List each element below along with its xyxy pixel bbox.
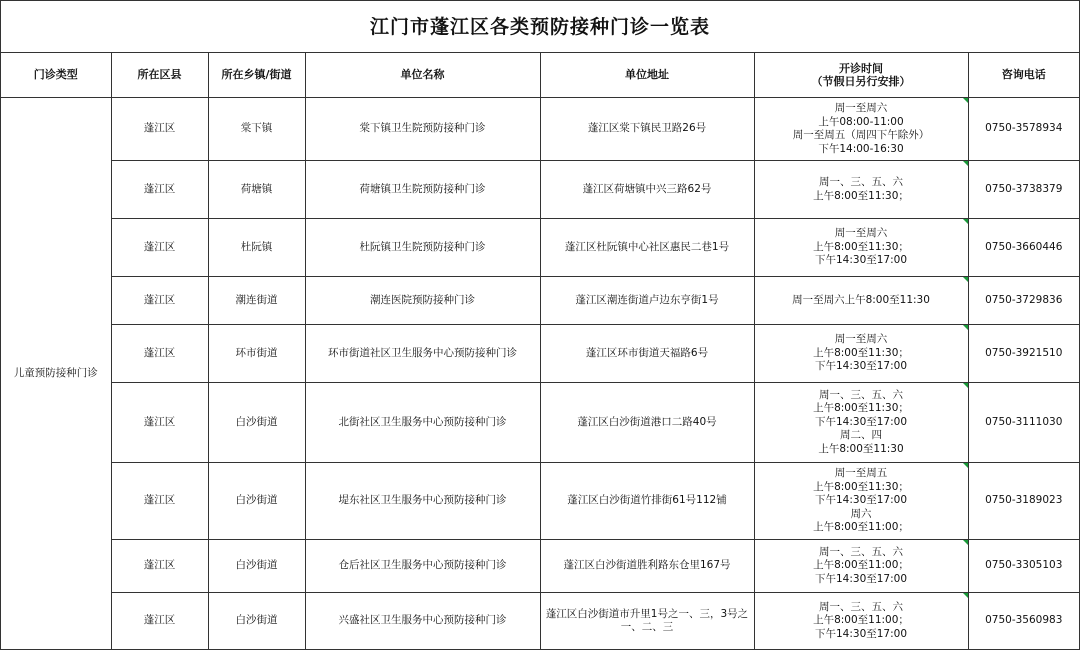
hours-line: 下午14:00-16:30: [818, 142, 904, 155]
town-cell: 潮连街道: [208, 277, 305, 325]
table-row: [1, 540, 1079, 593]
hours-cell: [754, 161, 968, 219]
hours-line: 下午14:30至17:00: [814, 254, 908, 267]
town-cell: 环市街道: [208, 325, 305, 383]
unit-name-cell: 潮连医院预防接种门诊: [305, 277, 540, 325]
hours-line: 下午14:30至17:00: [814, 572, 908, 585]
hours-cell: [754, 98, 968, 161]
unit-address-cell: 蓬江区荷塘镇中兴三路62号: [540, 161, 754, 219]
town-cell: 白沙街道: [208, 593, 305, 650]
hours-line: 上午8:00至11:30: [818, 442, 904, 455]
hours-line: 周一、三、五、六: [819, 388, 903, 401]
sheet-title: 江门市蓬江区各类预防接种门诊一览表: [1, 1, 1079, 53]
unit-name-cell: 荷塘镇卫生院预防接种门诊: [305, 161, 540, 219]
hours-cell: [754, 277, 968, 325]
clinic-table: [1, 53, 1079, 650]
hours-line: 上午8:00至11:30；: [813, 346, 909, 359]
table-row: [1, 161, 1079, 219]
hours-line: 周一、三、五、六: [819, 600, 903, 613]
district-cell: 蓬江区: [111, 277, 208, 325]
district-cell: 蓬江区: [111, 593, 208, 650]
unit-address-cell: 蓬江区白沙街道竹排街61号112铺: [540, 463, 754, 540]
header-hours-note: （节假日另行安排）: [811, 75, 911, 88]
district-cell: 蓬江区: [111, 161, 208, 219]
hours-line: 下午14:30至17:00: [814, 415, 908, 428]
town-cell: 荷塘镇: [208, 161, 305, 219]
hours-line: 上午8:00至11:00；: [813, 614, 909, 627]
district-cell: 蓬江区: [111, 383, 208, 463]
unit-name-cell: 堤东社区卫生服务中心预防接种门诊: [305, 463, 540, 540]
phone-cell: 0750-3729836: [968, 277, 1079, 325]
unit-address-cell: 蓬江区棠下镇民卫路26号: [540, 98, 754, 161]
phone-cell: 0750-3305103: [968, 540, 1079, 593]
hours-line: 上午8:00至11:30；: [813, 480, 909, 493]
hours-line: 上午08:00-11:00: [818, 115, 904, 128]
phone-cell: 0750-3660446: [968, 219, 1079, 277]
hours-line: 周一至周六: [834, 227, 888, 240]
town-cell: 杜阮镇: [208, 219, 305, 277]
hours-line: 周一至周六: [834, 333, 888, 346]
town-cell: 棠下镇: [208, 98, 305, 161]
hours-line: 上午8:00至11:00；: [813, 559, 909, 572]
unit-name-cell: 棠下镇卫生院预防接种门诊: [305, 98, 540, 161]
unit-address-cell: 蓬江区环市街道天福路6号: [540, 325, 754, 383]
header-unit-address: 单位地址: [540, 53, 754, 98]
table-row: [1, 325, 1079, 383]
phone-cell: 0750-3189023: [968, 463, 1079, 540]
hours-cell: [754, 540, 968, 593]
hours-line: 上午8:00至11:30；: [813, 402, 909, 415]
hours-line: 周六: [850, 507, 872, 520]
table-row: [1, 277, 1079, 325]
unit-address-cell: 蓬江区白沙街道胜利路东仓里167号: [540, 540, 754, 593]
header-district: 所在区县: [111, 53, 208, 98]
hours-line: 周二、四: [840, 429, 882, 442]
hours-line: 上午8:00至11:30；: [813, 240, 909, 253]
table-row: [1, 219, 1079, 277]
unit-name-cell: 环市街道社区卫生服务中心预防接种门诊: [305, 325, 540, 383]
hours-line: 下午14:30至17:00: [814, 360, 908, 373]
hours-line: 周一至周六上午8:00至11:30: [792, 293, 930, 306]
hours-line: 下午14:30至17:00: [814, 627, 908, 640]
district-cell: 蓬江区: [111, 98, 208, 161]
unit-address-cell: 蓬江区白沙街道市升里1号之一、三，3号之一、二、三: [540, 593, 754, 650]
unit-address-cell: 蓬江区杜阮镇中心社区惠民二巷1号: [540, 219, 754, 277]
header-phone: 咨询电话: [968, 53, 1079, 98]
table-row: [1, 593, 1079, 650]
phone-cell: 0750-3921510: [968, 325, 1079, 383]
hours-cell: [754, 219, 968, 277]
unit-address-cell: 蓬江区潮连街道卢边东亨街1号: [540, 277, 754, 325]
district-cell: 蓬江区: [111, 540, 208, 593]
hours-line: 周一、三、五、六: [819, 545, 903, 558]
table-row: [1, 383, 1079, 463]
hours-line: 周一、三、五、六: [819, 176, 903, 188]
district-cell: 蓬江区: [111, 325, 208, 383]
hours-line: 下午14:30至17:00: [814, 494, 908, 507]
header-clinic-type: 门诊类型: [1, 53, 111, 98]
unit-name-cell: 杜阮镇卫生院预防接种门诊: [305, 219, 540, 277]
header-hours-title: 开诊时间: [839, 61, 883, 75]
hours-cell: [754, 325, 968, 383]
hours-cell: [754, 593, 968, 650]
header-row: [1, 53, 1079, 98]
header-hours: [754, 53, 968, 98]
header-unit-name: 单位名称: [305, 53, 540, 98]
hours-line: 上午8:00至11:30；: [813, 189, 909, 202]
hours-cell: [754, 383, 968, 463]
phone-cell: 0750-3738379: [968, 161, 1079, 219]
hours-line: 周一至周五: [834, 467, 888, 480]
hours-line: 上午8:00至11:00；: [813, 521, 909, 534]
phone-cell: 0750-3578934: [968, 98, 1079, 161]
clinic-type-cell: 儿童预防接种门诊: [1, 98, 111, 650]
unit-address-cell: 蓬江区白沙街道港口二路40号: [540, 383, 754, 463]
hours-line: 周一至周六: [834, 102, 888, 114]
phone-cell: 0750-3560983: [968, 593, 1079, 650]
hours-cell: [754, 463, 968, 540]
town-cell: 白沙街道: [208, 540, 305, 593]
town-cell: 白沙街道: [208, 383, 305, 463]
hours-line: 周一至周五（周四下午除外）: [792, 129, 930, 141]
phone-cell: 0750-3111030: [968, 383, 1079, 463]
unit-name-cell: 北街社区卫生服务中心预防接种门诊: [305, 383, 540, 463]
town-cell: 白沙街道: [208, 463, 305, 540]
table-row: [1, 98, 1079, 161]
header-town: 所在乡镇/街道: [208, 53, 305, 98]
unit-name-cell: 仓后社区卫生服务中心预防接种门诊: [305, 540, 540, 593]
unit-name-cell: 兴盛社区卫生服务中心预防接种门诊: [305, 593, 540, 650]
district-cell: 蓬江区: [111, 219, 208, 277]
table-row: [1, 463, 1079, 540]
district-cell: 蓬江区: [111, 463, 208, 540]
